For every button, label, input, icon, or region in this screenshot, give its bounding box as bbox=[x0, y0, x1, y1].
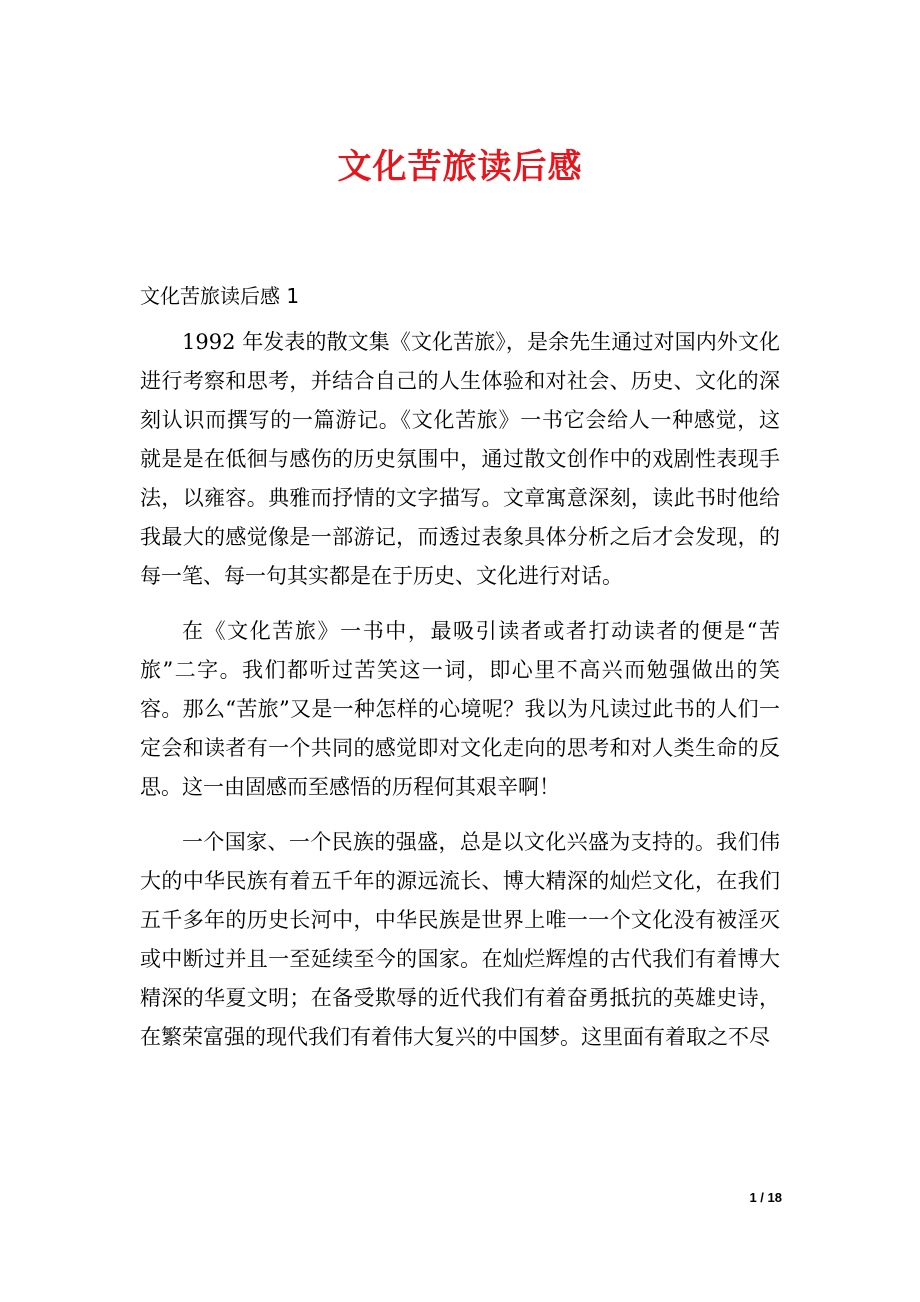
paragraph-2: 在《文化苦旅》一书中，最吸引读者或者打动读者的便是“苦旅”二字。我们都听过苦笑这一词，即心里不高兴而勉强做出的笑容。那么“苦旅”又是一种怎样的心境呢？我以为凡读过此书的人们一定会和读者有一个共同的感觉即对文化走向的思考和对人类生命的反思。这一由固感而至感悟的历程何其艰辛啊！ bbox=[140, 619, 780, 799]
paragraph-3: 一个国家、一个民族的强盛，总是以文化兴盛为支持的。我们伟大的中华民族有着五千年的源远流长、博大精深的灿烂文化，在我们五千多年的历史长河中，中华民族是世界上唯一一个文化没有被淫灭或中断过并且一至延续至今的国家。在灿烂辉煌的古代我们有着博大精深的华夏文明；在备受欺辱的近代我们有着奋勇抵抗的英雄史诗，在繁荣富强的现代我们有着伟大复兴的中国梦。这里面有着取之不尽 bbox=[140, 830, 780, 1049]
document-body bbox=[140, 323, 780, 1073]
page-number: 1 / 18 bbox=[749, 1190, 782, 1205]
section-heading: 文化苦旅读后感 1 bbox=[140, 284, 300, 308]
paragraph-1: 1992 年发表的散文集《文化苦旅》，是余先生通过对国内外文化进行考察和思考，并结合自己的人生体验和对社会、历史、文化的深刻认识而撰写的一篇游记。《文化苦旅》一书它会给人一种感觉，这就是是在低徊与感伤的历史氛围中，通过散文创作中的戏剧性表现手法，以雍容。典雅而抒情的文字描写。文章寓意深刻，读此书时他给我最大的感觉像是一部游记，而透过表象具体分析之后才会发现，的每一笔、每一句其实都是在于历史、文化进行对话。 bbox=[140, 330, 780, 588]
page-title: 文化苦旅读后感 bbox=[337, 147, 583, 187]
